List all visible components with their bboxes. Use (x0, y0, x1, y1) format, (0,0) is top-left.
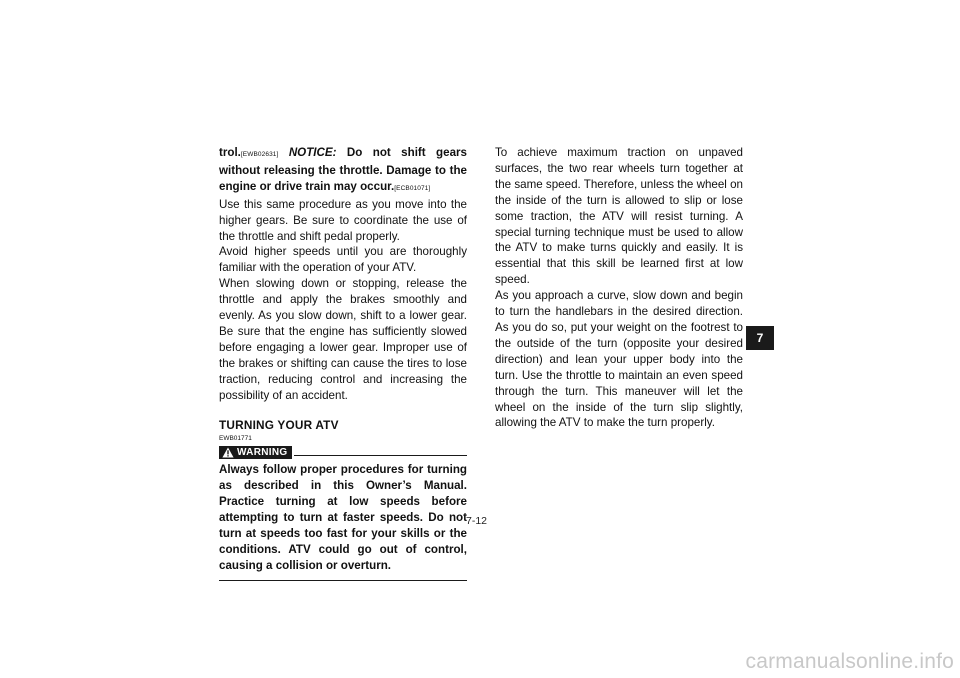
lead-text: trol. (219, 146, 241, 159)
body-paragraph: To achieve maximum traction on unpaved surfaces, the two rear wheels turn together at the same speed. Therefore, unless the wheel on the inside of the turn is allowed to slip or lose some traction, the ATV will resist turning. A special turning technique must be used to allow the ATV to make turns quickly and easily. It is essential that this skill be learned first at low speed. (495, 146, 743, 287)
warning-code: EWB01771 (219, 435, 252, 443)
chapter-tab: 7 (746, 326, 774, 350)
notice-text: Do not shift gears without releasing the throttle. Damage to the engine or drive train may occur. (219, 146, 467, 193)
warning-bottom-rule (219, 580, 467, 581)
watermark: carmanualsonline.info (745, 650, 954, 673)
warning-badge (219, 446, 292, 459)
notice-label: NOTICE: (288, 146, 337, 159)
section-heading: TURNING YOUR ATV (219, 417, 339, 432)
warning-rule (294, 455, 467, 456)
ref-code: [ECB01071] (394, 184, 431, 192)
body-paragraph: Use this same procedure as you move into the higher gears. Be sure to coordinate the use of the throttle and shift pedal properly. (219, 197, 467, 243)
page-number: 7-12 (466, 515, 488, 527)
warning-header (219, 446, 467, 459)
warning-label: WARNING (237, 447, 288, 459)
body-paragraph: Avoid higher speeds until you are thoroughly familiar with the operation of your ATV. (219, 245, 467, 275)
right-column (495, 145, 743, 431)
body-paragraph: When slowing down or stopping, release the throttle and apply the brakes smoothly and evenly. As you slow down, shift to a lower gear. Be sure that the engine has sufficiently slowed before engaging a lower gear. Improper use of the brakes or shifting can cause the tires to lose traction, reducing control and increasing the possibility of an accident. (219, 277, 467, 402)
left-column (219, 145, 467, 581)
ref-code: [EWB02631] (240, 151, 279, 158)
body-paragraph: As you approach a curve, slow down and begin to turn the handlebars in the desired direction. As you do so, put your weight on the footrest to the outside of the turn (opposite your desired direction) and lean your upper body into the turn. Use the throttle to maintain an even speed through the turn. This maneuver will let the wheel on the inside of the turn slip slightly, allowing the ATV to make the turn properly. (495, 289, 743, 430)
intro-paragraph (219, 145, 467, 197)
warning-triangle-icon (222, 447, 234, 458)
warning-text: Always follow proper procedures for turning as described in this Owner’s Manual. Practice turning at low speeds before attempting to turn at faster speeds. Do not turn at speeds too fast for your skills or the conditions. ATV could go out of control, causing a collision or overturn. (219, 463, 467, 572)
